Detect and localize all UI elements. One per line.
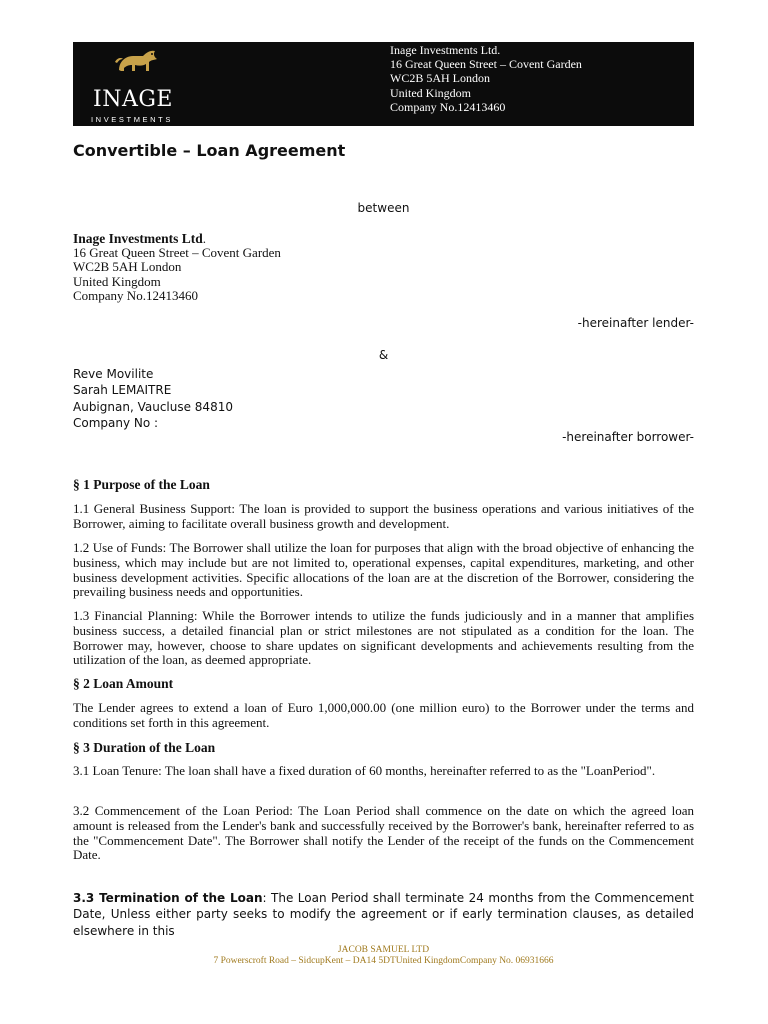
section-2-paragraph: The Lender agrees to extend a loan of Euro 1,000,000.00 (one million euro) to the Borrower under the terms and conditions set forth in this agreement. bbox=[73, 700, 694, 730]
header-address bbox=[390, 43, 582, 114]
section-1-1-paragraph: 1.1 General Business Support: The loan is provided to support the business operations and various initiatives of the Borrower, aiming to facilitate overall business growth and development. bbox=[73, 501, 694, 531]
logo-name: INAGE bbox=[93, 87, 173, 112]
borrower-role: -hereinafter borrower- bbox=[562, 430, 694, 444]
logo-subtitle: INVESTMENTS bbox=[91, 115, 173, 124]
lender-name: Inage Investments Ltd bbox=[73, 231, 203, 246]
borrower-line: Aubignan, Vaucluse 84810 bbox=[73, 399, 233, 414]
section-3-2-paragraph: 3.2 Commencement of the Loan Period: The Loan Period shall commence on the date on which the agreed loan amount is released from the Lender's bank and successfully received by the Borrower's bank, hereinafter referred to as the "Commencement Date". The Borrower shall notify the Lender of the receipt of the funds on the Commencement Date. bbox=[73, 803, 694, 863]
footer-address: 7 Powerscroft Road – SidcupKent – DA14 5DTUnited KingdomCompany No. 06931666 bbox=[213, 956, 554, 966]
section-3-heading: § 3 Duration of the Loan bbox=[73, 740, 216, 755]
between-label: between bbox=[357, 201, 410, 215]
header-address-line: 16 Great Queen Street – Covent Garden bbox=[390, 57, 582, 72]
section-1-3-paragraph: 1.3 Financial Planning: While the Borrower intends to utilize the funds judiciously and in a manner that amplifies business success, a detailed financial plan or strict milestones are not stipulated as a condition for the loan. The Borrower may, however, choose to share updates on significant developments and achievements resulting from the utilization of the loan, as deemed appropriate. bbox=[73, 608, 694, 668]
header-address-line: Company No.12413460 bbox=[390, 99, 506, 114]
section-3-3-label: 3.3 Termination of the Loan bbox=[73, 891, 263, 905]
ampersand: & bbox=[378, 348, 389, 362]
borrower-line: Company No : bbox=[73, 415, 159, 430]
section-3-1-paragraph: 3.1 Loan Tenure: The loan shall have a fixed duration of 60 months, hereinafter referred to as the "LoanPeriod". bbox=[73, 763, 656, 778]
section-1-2-paragraph: 1.2 Use of Funds: The Borrower shall utilize the loan for purposes that align with the broad objective of enhancing the business, which may include but are not limited to, operational expenses, capital expenditures, marketing, and other business development activities. Specific allocations of the loan are at the discretion of the Borrower, considering the prevailing business needs and opportunities. bbox=[73, 540, 694, 600]
lender-address-line: 16 Great Queen Street – Covent Garden bbox=[73, 245, 281, 261]
section-1-heading: § 1 Purpose of the Loan bbox=[73, 477, 210, 492]
lender-address-line: WC2B 5AH London bbox=[73, 259, 182, 275]
lion-icon bbox=[113, 44, 159, 76]
borrower-line: Sarah LEMAITRE bbox=[73, 383, 172, 398]
lender-role: -hereinafter lender- bbox=[577, 316, 694, 330]
lender-address-line: Company No.12413460 bbox=[73, 287, 198, 303]
section-2-heading: § 2 Loan Amount bbox=[73, 676, 174, 691]
borrower-block bbox=[73, 366, 233, 431]
lender-address-line: United Kingdom bbox=[73, 273, 161, 289]
section-3-3-paragraph bbox=[73, 890, 694, 939]
document-title: Convertible – Loan Agreement bbox=[73, 141, 346, 160]
lender-name-suffix: . bbox=[202, 231, 207, 246]
header-address-line: WC2B 5AH London bbox=[390, 71, 490, 86]
header-address-line: United Kingdom bbox=[390, 85, 471, 100]
lender-block bbox=[73, 232, 281, 303]
borrower-line: Reve Movilite bbox=[73, 367, 154, 381]
header-address-line: Inage Investments Ltd. bbox=[390, 43, 501, 57]
footer-company: JACOB SAMUEL LTD bbox=[337, 945, 430, 955]
letterhead-banner bbox=[73, 42, 694, 126]
section-3-3-text: : The Loan Period shall terminate 24 months from the Commencement Date, Unless either party seeks to modify the agreement or if early termination clauses, as detailed elsewhere in this bbox=[73, 891, 694, 938]
